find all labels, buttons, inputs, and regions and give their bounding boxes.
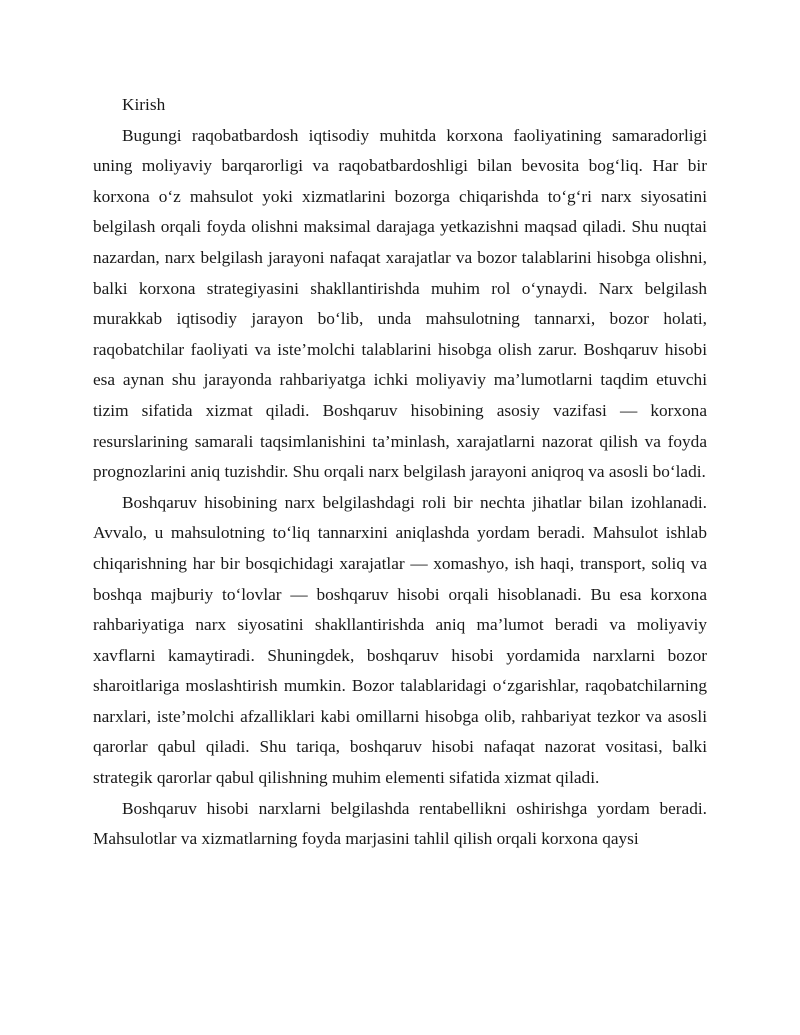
document-page bbox=[93, 90, 707, 855]
paragraph-intro: Bugungi raqobatbardosh iqtisodiy muhitda korxona faoliyatining samaradorligi uning moliyaviy barqarorligi va raqobatbardoshligi bilan bevosita bog‘liq. Har bir korxona o‘z mahsulot yoki xizmatlarini bozorga chiqarishda to‘g‘ri narx siyosatini belgilash orqali foyda olishni maksimal darajaga yetkazishni maqsad qiladi. Shu nuqtai nazardan, narx belgilash jarayoni nafaqat xarajatlar va bozor talablarini hisobga olishni, balki korxona strategiyasini shakllantirishda muhim rol o‘ynaydi. Narx belgilash murakkab iqtisodiy jarayon bo‘lib, unda mahsulotning tannarxi, bozor holati, raqobatchilar faoliyati va iste’molchi talablarini hisobga olish zarur. Boshqaruv hisobi esa aynan shu jarayonda rahbariyatga ichki moliyaviy ma’lumotlarni taqdim etuvchi tizim sifatida xizmat qiladi. Boshqaruv hisobining asosiy vazifasi — korxona resurslarining samarali taqsimlanishini ta’minlash, xarajatlarni nazorat qilish va foyda prognozlarini aniq tuzishdir. Shu orqali narx belgilash jarayoni aniqroq va asosli bo‘ladi. bbox=[93, 125, 707, 482]
section-heading: Kirish bbox=[122, 95, 166, 114]
paragraph-role: Boshqaruv hisobining narx belgilashdagi roli bir nechta jihatlar bilan izohlanadi. Avvalo, u mahsulotning to‘liq tannarxini aniqlashda yordam beradi. Mahsulot ishlab chiqarishning har bir bosqichidagi xarajatlar — xomashyo, ish haqi, transport, soliq va boshqa majburiy to‘lovlar — boshqaruv hisobi orqali hisoblanadi. Bu esa korxona rahbariyatiga narx siyosatini shakllantirishda aniq ma’lumot beradi va moliyaviy xavflarni kamaytiradi. Shuningdek, boshqaruv hisobi yordamida narxlarni bozor sharoitlariga moslashtirish mumkin. Bozor talablaridagi o‘zgarishlar, raqobatchilarning narxlari, iste’molchi afzalliklari kabi omillarni hisobga olib, rahbariyat tezkor va asosli qarorlar qabul qiladi. Shu tariqa, boshqaruv hisobi nafaqat nazorat vositasi, balki strategik qarorlar qabul qilishning muhim elementi sifatida xizmat qiladi. bbox=[93, 492, 707, 788]
paragraph-profitability: Boshqaruv hisobi narxlarni belgilashda rentabellikni oshirishga yordam beradi. Mahsulotlar va xizmatlarning foyda marjasini tahlil qilish orqali korxona qaysi bbox=[93, 798, 707, 849]
